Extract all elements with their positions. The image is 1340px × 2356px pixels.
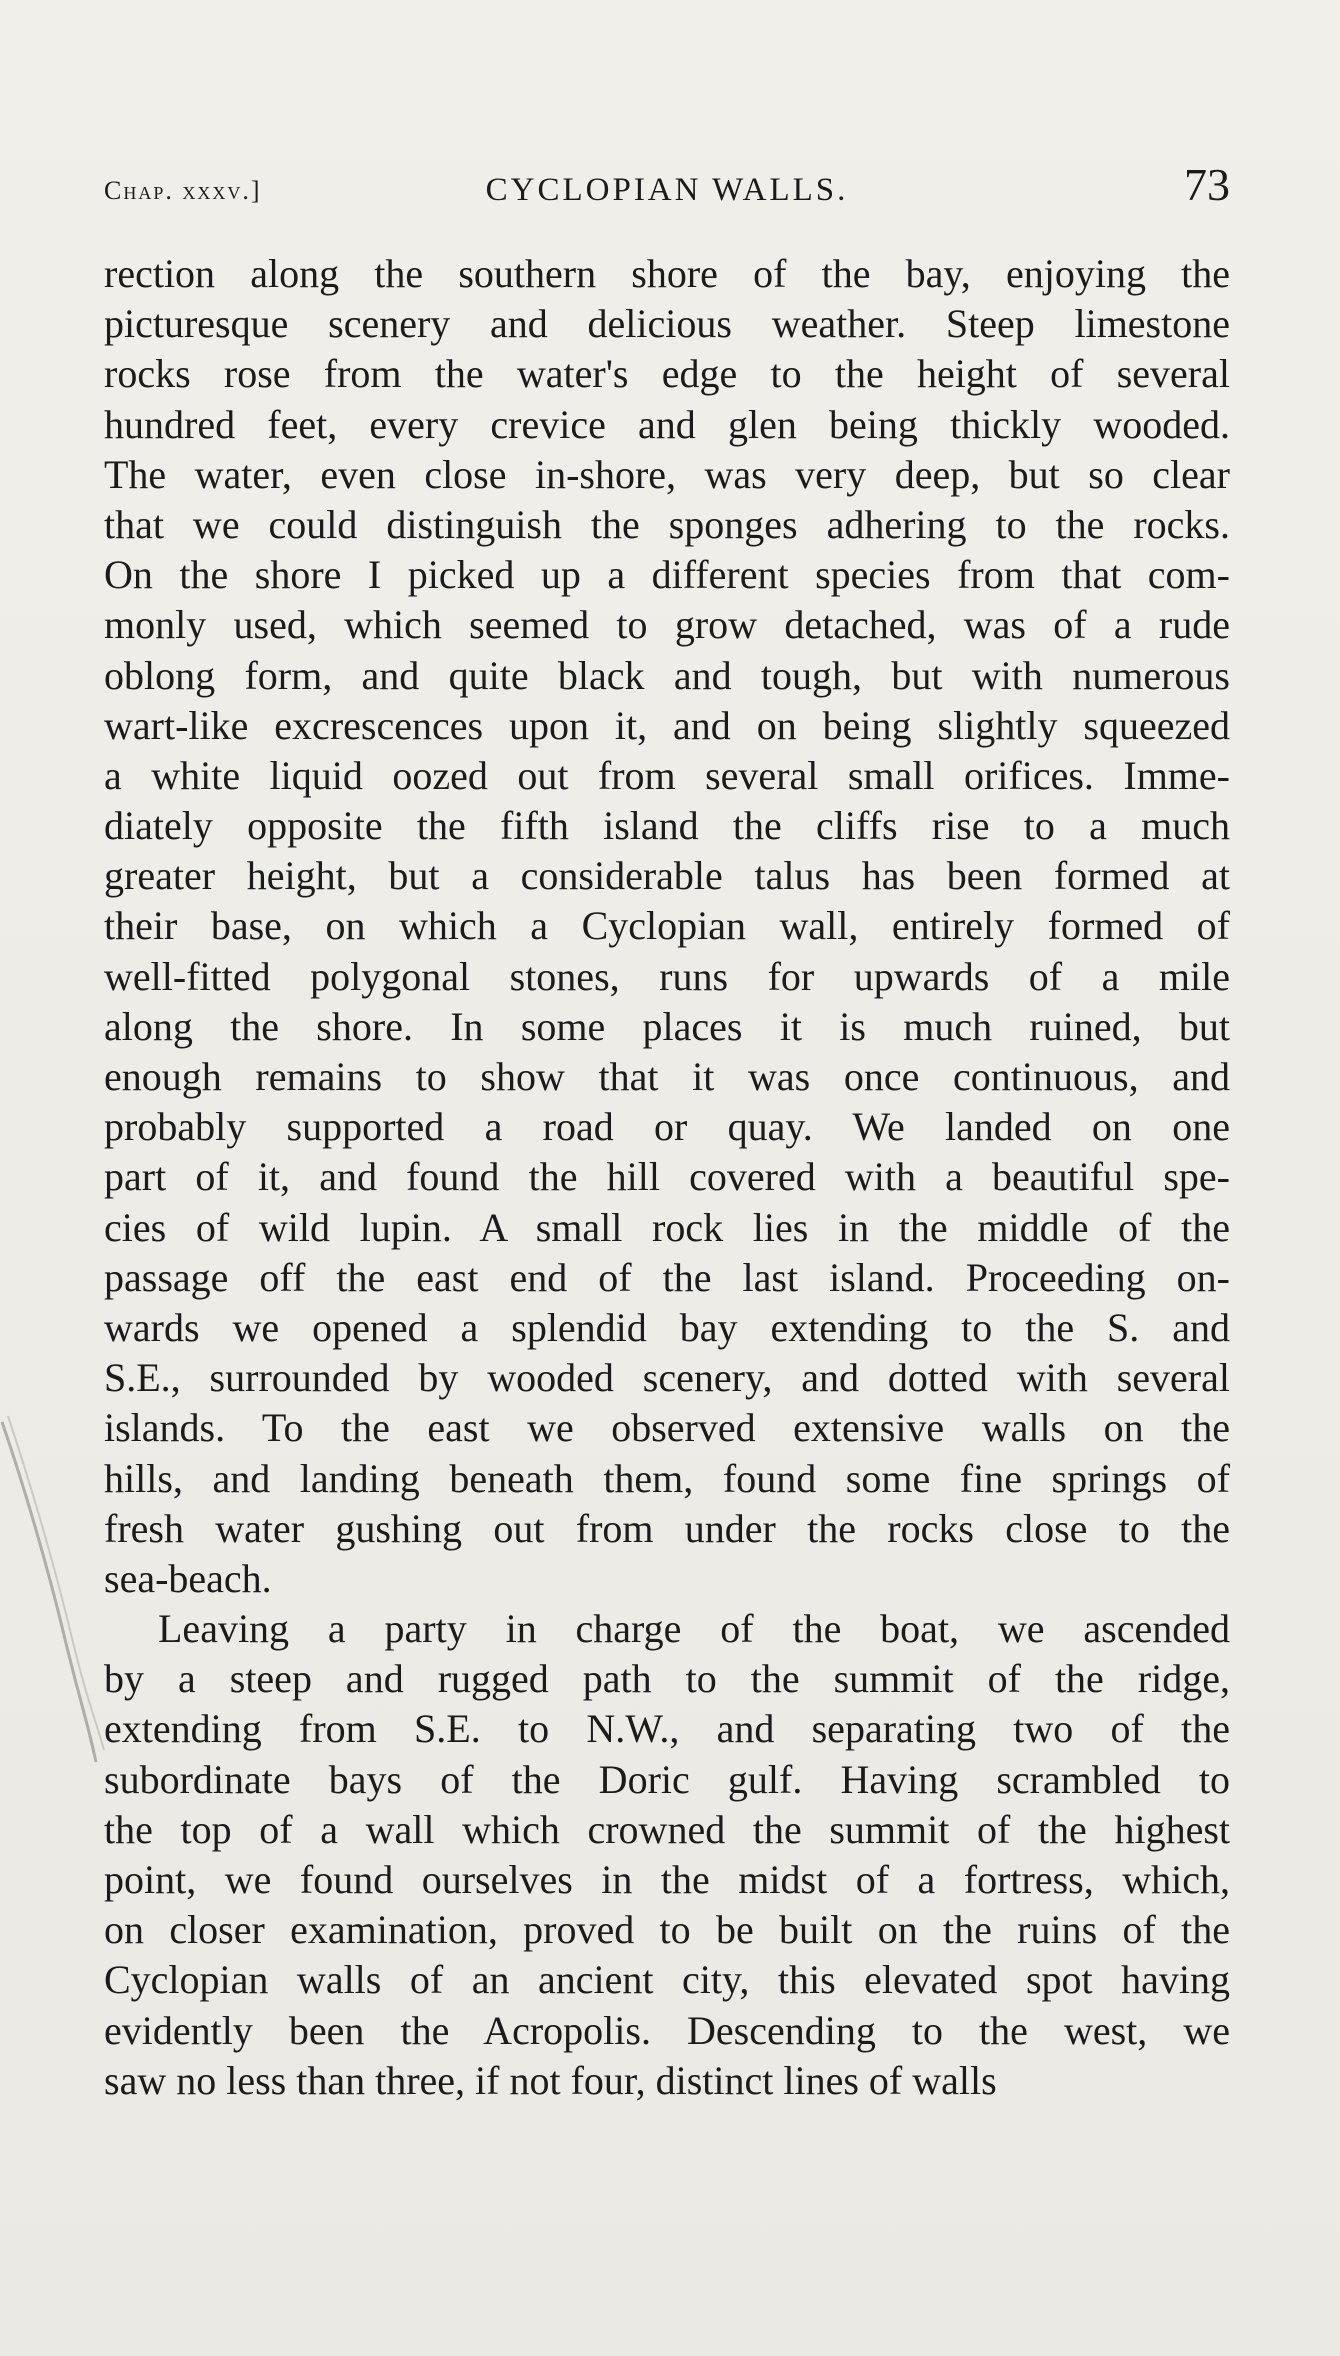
text-line: passage off the east end of the last island. Proceeding on-: [104, 1254, 1230, 1300]
text-line: picturesque scenery and delicious weather. Steep limestone: [104, 301, 1230, 347]
text-line: hundred feet, every crevice and glen being thickly wooded.: [104, 401, 1230, 447]
text-line: well-fitted polygonal stones, runs for upwards of a mile: [104, 953, 1230, 999]
text-line: oblong form, and quite black and tough, but with numerous: [104, 652, 1230, 698]
text-line: evidently been the Acropolis. Descending to the west, we: [104, 2007, 1230, 2053]
text-line: probably supported a road or quay. We landed on one: [104, 1104, 1230, 1150]
text-line: sea-beach.: [104, 1555, 272, 1601]
text-line: wards we opened a splendid bay extending to the S. and: [104, 1304, 1230, 1350]
text-line: islands. To the east we observed extensive walls on the: [104, 1405, 1230, 1451]
text-line: by a steep and rugged path to the summit of the ridge,: [104, 1656, 1230, 1702]
paragraph: [104, 1604, 1230, 2106]
text-line: point, we found ourselves in the midst of a fortress, which,: [104, 1857, 1230, 1902]
text-line: along the shore. In some places it is much ruined, but: [104, 1003, 1230, 1049]
page-header: [104, 158, 1230, 218]
pencil-margin-mark: [0, 1410, 110, 1770]
text-line: monly used, which seemed to grow detached, was of a rude: [104, 602, 1230, 648]
text-line: hills, and landing beneath them, found some fine springs of: [104, 1455, 1230, 1501]
text-line: part of it, and found the hill covered with a beautiful spe-: [104, 1154, 1230, 1200]
text-line: the top of a wall which crowned the summit of the highest: [104, 1806, 1230, 1852]
text-line: wart-like excrescences upon it, and on being slightly squeezed: [104, 702, 1230, 748]
text-line: fresh water gushing out from under the rocks close to the: [104, 1505, 1230, 1551]
text-line: on closer examination, proved to be built on the ruins of the: [104, 1907, 1230, 1953]
text-line: Cyclopian walls of an ancient city, this elevated spot having: [104, 1957, 1230, 2003]
text-line: On the shore I picked up a different species from that com-: [104, 552, 1230, 598]
text-line: cies of wild lupin. A small rock lies in the middle of the: [104, 1204, 1230, 1250]
page-number: 73: [1184, 159, 1230, 210]
text-line: a white liquid oozed out from several small orifices. Imme-: [104, 752, 1230, 798]
text-line: diately opposite the fifth island the cliffs rise to a much: [104, 803, 1230, 849]
text-line: rocks rose from the water's edge to the height of several: [104, 351, 1230, 397]
text-line: S.E., surrounded by wooded scenery, and dotted with several: [104, 1355, 1230, 1401]
text-line: their base, on which a Cyclopian wall, entirely formed of: [104, 903, 1230, 949]
text-line: enough remains to show that it was once continuous, and: [104, 1054, 1230, 1099]
text-line: rection along the southern shore of the bay, enjoying the: [104, 251, 1230, 296]
paragraph: [104, 249, 1230, 1604]
text-line: greater height, but a considerable talus has been formed at: [104, 853, 1230, 899]
text-line: saw no less than three, if not four, distinct lines of walls: [104, 2057, 997, 2103]
text-line: that we could distinguish the sponges adhering to the rocks.: [104, 501, 1230, 547]
chapter-running-head: Chap. xxxv.]: [104, 176, 262, 205]
text-line: subordinate bays of the Doric gulf. Having scrambled to: [104, 1756, 1230, 1802]
body-text: [104, 249, 1230, 2106]
text-line: extending from S.E. to N.W., and separating two of the: [104, 1706, 1230, 1752]
running-title: CYCLOPIAN WALLS.: [485, 172, 849, 208]
text-line: Leaving a party in charge of the boat, we ascended: [158, 1606, 1230, 1652]
text-line: The water, even close in-shore, was very deep, but so clear: [104, 451, 1230, 497]
